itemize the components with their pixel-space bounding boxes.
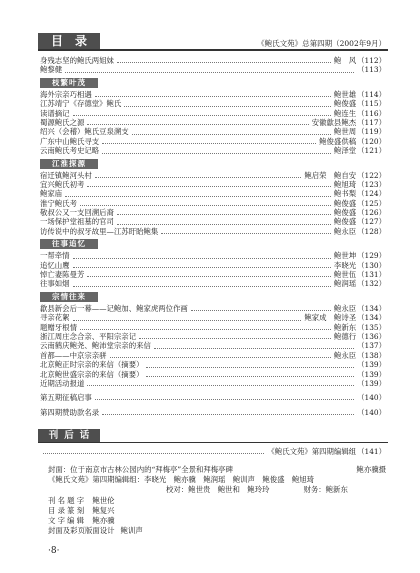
dot-leader xyxy=(102,152,331,154)
dot-leader xyxy=(102,413,354,415)
entry-title: 歙县新会后一幕——记鲍加、鲍家虎两位作画 xyxy=(40,303,188,313)
toc-entry xyxy=(40,370,386,379)
section-heading: 往事追忆 xyxy=(40,239,98,249)
dot-leader xyxy=(87,123,308,125)
toc-entry xyxy=(40,323,386,332)
entry-author: 鲍连生 xyxy=(333,108,357,118)
entry-title: 北京鲍正时宗亲的来信（摘要） xyxy=(40,360,144,370)
header-rule xyxy=(38,49,388,51)
dot-leader xyxy=(87,275,331,277)
credit-name: 鲍训声 xyxy=(120,526,143,536)
entry-page: （139） xyxy=(357,360,386,370)
entry-author: 鲍 风 xyxy=(333,55,357,65)
credit-role-line xyxy=(48,516,386,526)
section-heading: 枝繁叶茂 xyxy=(40,78,98,88)
toc-entry xyxy=(40,379,386,388)
toc-entry xyxy=(40,304,386,313)
toc-entry xyxy=(40,171,386,180)
entry-author: 《鲍氏文苑》第四期编辑组 xyxy=(267,446,357,456)
entry-title: 蜀源鲍氏之源 xyxy=(40,117,85,127)
entry-title: 追忆山鹰 xyxy=(40,260,70,270)
entry-page: （130） xyxy=(357,260,386,270)
toc-entry xyxy=(40,127,386,136)
toc-entry xyxy=(40,408,386,417)
entry-author: 鲍俊盛 xyxy=(333,99,357,109)
entry-author: 鲍世周 xyxy=(333,127,357,137)
entry-title: 云南鹤庆鲍尧、鲍沛堂宗亲的来信 xyxy=(40,341,151,351)
dot-leader xyxy=(191,309,331,311)
entry-title: 宿迁镇鲍河头村 xyxy=(40,170,92,180)
entry-page: （117） xyxy=(357,117,386,127)
entry-author: 鲍书梨 xyxy=(333,189,357,199)
toc-entry xyxy=(40,261,386,270)
entry-page: （123） xyxy=(357,179,386,189)
entry-page: （140） xyxy=(357,407,386,417)
entry-author: 鲍德行 xyxy=(333,331,357,341)
entry-page: （113） xyxy=(357,65,386,75)
toc-entry xyxy=(40,227,386,236)
entry-author: 鲍俊盛 xyxy=(333,198,357,208)
entry-title: 广东中山鲍氏寻支 xyxy=(40,136,100,146)
entry-title: 淮宁鲍氏考 xyxy=(40,198,77,208)
dot-leader xyxy=(73,257,331,259)
toc-entry xyxy=(40,189,386,198)
credit-role: 文字编辑 xyxy=(48,515,87,525)
entry-author: 鲍家成 鲍诗圣 xyxy=(304,313,357,323)
entry-author: 鲍世雄 xyxy=(333,89,357,99)
dot-leader xyxy=(132,133,331,135)
toc-entry xyxy=(40,208,386,217)
entry-page: （139） xyxy=(357,369,386,379)
cover-credit-line xyxy=(48,465,386,475)
dot-leader xyxy=(95,398,354,400)
cover-photographer: 鲍亦骥摄 xyxy=(356,465,386,474)
entry-author: 鲍世伍 xyxy=(333,270,357,280)
toc-entry xyxy=(40,332,386,341)
entry-page: （134） xyxy=(357,313,386,323)
entry-page: （134） xyxy=(357,303,386,313)
entry-title: 鲍家庙 xyxy=(40,189,63,199)
dot-leader xyxy=(80,328,331,330)
dot-leader xyxy=(80,204,331,206)
entry-title: 身残志坚的鲍氏两姐妹 xyxy=(40,55,114,65)
dot-leader xyxy=(117,223,331,225)
credit-role-line xyxy=(48,496,386,506)
dot-leader xyxy=(87,185,331,187)
dot-leader xyxy=(65,195,331,197)
dot-leader xyxy=(95,95,331,97)
proofreaders: 校对：鲍世贵 鲍世和 鲍玲玲 xyxy=(166,485,270,495)
entry-author: 鲍永臣 xyxy=(333,226,357,236)
toc-entry xyxy=(40,279,386,288)
entry-page: （135） xyxy=(357,322,386,332)
toc-entry xyxy=(40,56,386,65)
entry-title: 悼亡妻陈曼芳 xyxy=(40,270,85,280)
entry-page: （121） xyxy=(357,146,386,156)
entry-title: 一帮牵情 xyxy=(40,251,70,261)
dot-leader xyxy=(139,337,331,339)
toc-title-banner: 目录 xyxy=(38,33,100,49)
afterword-entry-container xyxy=(40,447,386,456)
entry-page: （122） xyxy=(357,170,386,180)
entry-page: （138） xyxy=(357,350,386,360)
credit-name: 鲍世伦 xyxy=(92,495,115,505)
entry-author: 鲍俊盛供稿 xyxy=(319,136,357,146)
entry-author: 鲍润瑶 xyxy=(333,279,357,289)
dot-leader xyxy=(146,375,354,377)
entry-author: 鲍新东 xyxy=(333,322,357,332)
afterword-heading: 刊后话 xyxy=(38,429,100,442)
dot-leader xyxy=(87,384,354,386)
toc-entry xyxy=(40,217,386,226)
editors-line: 《鲍氏文苑》第四期编辑组：李晓光 鲍亦骥 鲍润瑶 鲍训声 鲍俊盛 鲍旭琦 xyxy=(48,475,315,485)
entry-page: （112） xyxy=(357,55,386,65)
entry-author: 鲍泽堂 xyxy=(333,146,357,156)
entry-author: 鲍旭琦 xyxy=(333,179,357,189)
credit-role: 封面及彩页版面设计 xyxy=(48,526,115,536)
toc-entry xyxy=(40,90,386,99)
dot-leader xyxy=(154,347,354,349)
credit-role: 目录篆刻 xyxy=(48,505,87,515)
toc-entry xyxy=(40,146,386,155)
dot-leader xyxy=(146,366,354,368)
dot-leader xyxy=(95,176,302,178)
entry-page: （128） xyxy=(357,226,386,236)
entry-title: 一场保护堂祖墓的官司 xyxy=(40,217,114,227)
toc-entry xyxy=(40,65,386,74)
dot-leader xyxy=(73,285,331,287)
page-number: ·8· xyxy=(48,546,60,556)
toc-entry xyxy=(40,393,386,402)
dot-leader xyxy=(73,319,302,321)
toc-entry xyxy=(40,180,386,189)
entry-title: 第五期征稿启事 xyxy=(40,392,92,402)
entry-page: （140） xyxy=(357,392,386,402)
toc-entry xyxy=(40,137,386,146)
entry-page: （116） xyxy=(357,108,386,118)
entry-author: 鲍世坤 xyxy=(333,251,357,261)
dot-leader xyxy=(117,213,331,215)
dot-leader xyxy=(110,356,331,358)
credit-name: 鲍亦骥 xyxy=(92,515,115,525)
toc-entry xyxy=(40,99,386,108)
closing-entries xyxy=(40,393,386,423)
toc-entry xyxy=(40,341,386,350)
entry-page: （139） xyxy=(357,378,386,388)
section-heading: 江淮探源 xyxy=(40,159,98,169)
entry-title: 第四期赞助款名录 xyxy=(40,407,100,417)
toc-entry xyxy=(40,351,386,360)
entry-page: （115） xyxy=(357,99,386,109)
entry-title: 北京鲍世盛宗亲的来信（摘要） xyxy=(40,369,144,379)
dot-leader xyxy=(124,105,331,107)
entry-title: 绍兴（会稽）鲍氏豆泉溯支 xyxy=(40,127,129,137)
dot-leader xyxy=(43,452,264,454)
dot-leader xyxy=(65,71,354,73)
entry-page: （127） xyxy=(357,217,386,227)
entry-title: 敬叔公又一支回溯后裔 xyxy=(40,208,114,218)
entry-page: （129） xyxy=(357,251,386,261)
entry-page: （120） xyxy=(357,136,386,146)
entry-title: 宜兴鲍氏初考 xyxy=(40,179,85,189)
entry-title: 江苏靖宁《存德堂》鲍氏 xyxy=(40,99,122,109)
entry-page: （141） xyxy=(357,446,386,456)
credit-role-line xyxy=(48,526,386,536)
toc-entry xyxy=(40,270,386,279)
dot-leader xyxy=(161,232,331,234)
entry-page: （136） xyxy=(357,331,386,341)
entry-title: 云南鲍氏考史记略 xyxy=(40,146,100,156)
entry-author: 鲍永臣 xyxy=(333,350,357,360)
entry-page: （131） xyxy=(357,270,386,280)
entry-title: 寻亲花絮 xyxy=(40,313,70,323)
cover-description: 封面：位于南京市古林公园内的“拜梅亭”全景和拜梅亭碑 xyxy=(48,465,233,474)
entry-author: 鲍启荣 鲍自安 xyxy=(304,170,357,180)
afterword-rule xyxy=(38,442,388,443)
toc-entry xyxy=(40,313,386,322)
entry-title: 往事如烟 xyxy=(40,279,70,289)
entry-page: （132） xyxy=(357,279,386,289)
entry-page: （119） xyxy=(357,127,386,137)
toc-entry xyxy=(40,360,386,369)
credit-role: 刊名题字 xyxy=(48,495,87,505)
entry-page: （124） xyxy=(357,189,386,199)
dot-leader xyxy=(73,114,331,116)
credit-name: 鲍复兴 xyxy=(92,505,115,515)
proofreading-line xyxy=(48,485,386,495)
entry-author: 鲍俊盛 xyxy=(333,217,357,227)
credit-role-line xyxy=(48,506,386,516)
section-heading: 宗情往来 xyxy=(40,292,98,302)
entry-author: 鲍永臣 xyxy=(333,303,357,313)
entry-page: （137） xyxy=(357,341,386,351)
entry-title: 近期活动报道 xyxy=(40,378,85,388)
toc-entry xyxy=(40,251,386,260)
entry-title: 海外宗亲巧相遇 xyxy=(40,89,92,99)
entry-title: 题赠牙根情 xyxy=(40,322,77,332)
dot-leader xyxy=(117,61,331,63)
dot-leader xyxy=(102,142,316,144)
finance: 财务：鲍新东 xyxy=(303,485,348,495)
entry-title: 浙江周庄念合亲、平阳宗亲记 xyxy=(40,331,137,341)
entry-title: 首都——中京宗亲骈 xyxy=(40,350,107,360)
table-of-contents xyxy=(40,56,386,388)
entry-page: （114） xyxy=(357,89,386,99)
entry-title: 读谱摘记 xyxy=(40,108,70,118)
entry-author: 李晓光 xyxy=(333,260,357,270)
entry-page: （125） xyxy=(357,198,386,208)
entry-page: （126） xyxy=(357,208,386,218)
toc-entry xyxy=(40,118,386,127)
toc-entry xyxy=(40,447,386,456)
entry-author: 安徽歙县鲍杰 xyxy=(311,117,357,127)
toc-entry xyxy=(40,109,386,118)
entry-title: 访传说中的叔牙故里—江苏盱眙鲍集 xyxy=(40,226,159,236)
dot-leader xyxy=(73,266,331,268)
entry-author: 鲍俊盛 xyxy=(333,208,357,218)
credits-block xyxy=(48,465,386,536)
toc-entry xyxy=(40,199,386,208)
entry-title: 鲍黎健 xyxy=(40,65,63,75)
issue-label: 《鲍氏文苑》总第四期（2002年9月） xyxy=(257,39,386,48)
